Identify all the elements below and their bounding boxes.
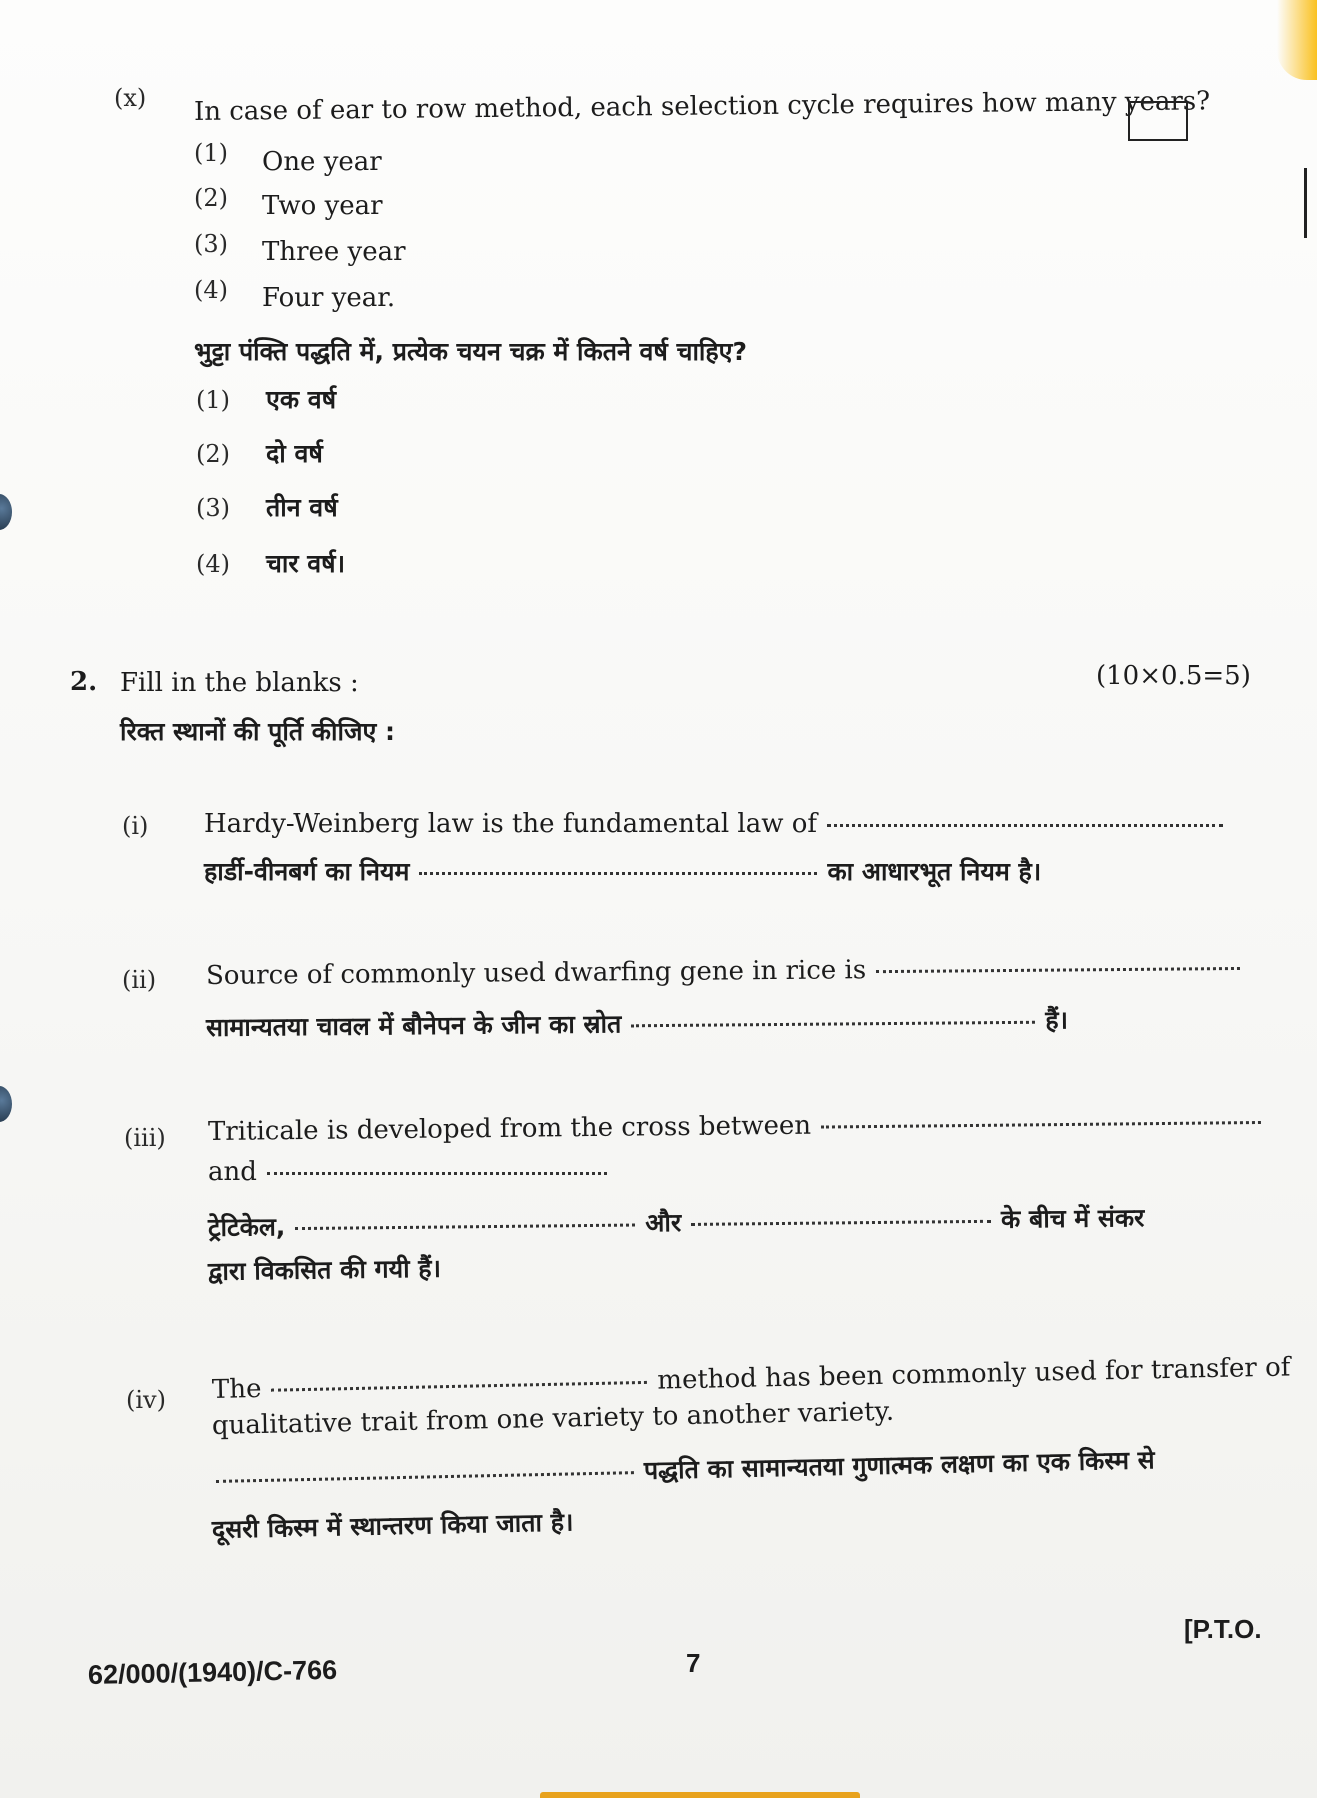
item-text-hi-line2: द्वारा विकसित की गयी हैं। <box>207 1253 442 1286</box>
option-text-en: Three year <box>262 237 406 267</box>
item-text-en <box>208 1105 1271 1148</box>
item-text-en <box>204 808 1233 840</box>
option-number: (4) <box>194 276 228 304</box>
scan-stain <box>1277 0 1317 80</box>
option-number: (3) <box>194 230 228 258</box>
question-2-title-hi: रिक्त स्थानों की पूर्ति कीजिए : <box>120 717 396 746</box>
blank-line[interactable] <box>295 1224 635 1231</box>
scan-stain-bottom <box>540 1792 860 1798</box>
blank-line[interactable] <box>267 1172 607 1175</box>
item-text: के बीच में संकर <box>1000 1203 1145 1234</box>
item-text: पद्धति का सामान्यतया गुणात्मक लक्षण का एक किस्म से <box>643 1445 1155 1485</box>
option-text-hi: तीन वर्ष <box>266 493 338 522</box>
item-text: Source of commonly used dwarfing gene in rice is <box>205 955 867 991</box>
question-x-text-en: In case of ear to row method, each selection cycle requires how many years? <box>193 86 1211 127</box>
item-text-hi <box>206 1004 1068 1044</box>
option-number: (4) <box>196 550 230 578</box>
paper-code: 62/000/(1940)/C-766 <box>87 1654 338 1690</box>
item-number: (i) <box>122 812 149 840</box>
blank-line[interactable] <box>631 1021 1035 1028</box>
edge-mark <box>1304 168 1307 238</box>
punch-hole-top <box>0 494 12 530</box>
item-number: (iv) <box>126 1386 166 1414</box>
question-2-marks: (10×0.5=5) <box>1096 661 1251 691</box>
item-text: The <box>211 1373 262 1405</box>
option-number: (3) <box>196 494 230 522</box>
option-text-hi: चार वर्ष। <box>266 549 346 578</box>
item-number: (ii) <box>122 966 157 994</box>
option-text-en: One year <box>262 147 382 177</box>
item-text-en-line2: qualitative trait from one variety to another variety. <box>211 1396 895 1441</box>
page-number: 7 <box>686 1648 701 1678</box>
item-text-hi-line2: दूसरी किस्म में स्थान्तरण किया जाता है। <box>211 1507 574 1544</box>
question-2-title-en: Fill in the blanks : <box>120 668 359 698</box>
item-text-en-and <box>208 1156 617 1188</box>
item-text-en <box>206 951 1250 992</box>
item-text: हैं। <box>1045 1005 1069 1035</box>
blank-line[interactable] <box>827 824 1223 827</box>
question-x-number: (x) <box>114 84 147 112</box>
option-number: (1) <box>196 386 230 414</box>
item-text-hi <box>212 1444 1155 1496</box>
item-text: और <box>645 1208 682 1238</box>
option-text-hi: एक वर्ष <box>266 385 337 414</box>
item-text: Triticale is developed from the cross between <box>207 1110 812 1147</box>
item-text: method has been commonly used for transfer of <box>657 1352 1291 1396</box>
blank-line[interactable] <box>876 967 1240 973</box>
option-text-en: Four year. <box>262 283 396 313</box>
item-text-hi <box>204 856 1041 888</box>
blank-line[interactable] <box>216 1471 634 1483</box>
pto-label: [P.T.O. <box>1184 1614 1262 1644</box>
item-text: हार्डी-वीनबर्ग का नियम <box>204 857 410 886</box>
blank-line[interactable] <box>691 1220 991 1226</box>
blank-line[interactable] <box>271 1381 647 1392</box>
item-text-hi <box>208 1202 1145 1244</box>
blank-line[interactable] <box>821 1121 1261 1129</box>
blank-line[interactable] <box>419 872 817 875</box>
option-number: (1) <box>194 139 228 167</box>
punch-hole-bottom <box>0 1086 12 1122</box>
item-text: सामान्यतया चावल में बौनेपन के जीन का स्रोत <box>205 1009 622 1042</box>
answer-box[interactable] <box>1128 101 1188 141</box>
option-text-en: Two year <box>262 191 383 221</box>
option-number: (2) <box>196 440 230 468</box>
question-x-text-hi: भुट्टा पंक्ति पद्धति में, प्रत्येक चयन चक्र में कितने वर्ष चाहिए? <box>194 337 748 366</box>
option-text-hi: दो वर्ष <box>266 439 323 468</box>
item-text: Hardy-Weinberg law is the fundamental law of <box>204 809 818 839</box>
option-number: (2) <box>194 184 228 212</box>
question-2-number: 2. <box>70 667 98 697</box>
item-text: का आधारभूत नियम है। <box>827 857 1042 886</box>
item-text: and <box>208 1157 257 1187</box>
item-text: ट्रेटिकेल, <box>207 1212 286 1242</box>
item-number: (iii) <box>124 1124 166 1152</box>
